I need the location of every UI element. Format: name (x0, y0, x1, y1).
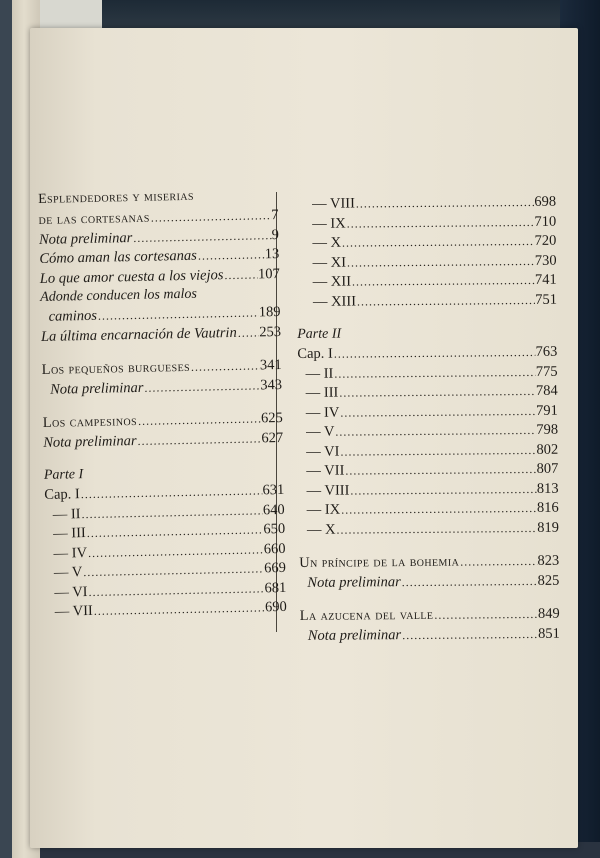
page-number: 698 (534, 193, 557, 210)
section-label: caminos (48, 307, 98, 325)
leader-dots (459, 553, 537, 571)
chapter-label: — VIII (306, 482, 350, 499)
toc-chapter-row (299, 519, 559, 541)
chapter-label: Cap. I (297, 345, 333, 362)
page-number: 730 (534, 252, 557, 269)
page-number: 631 (262, 481, 285, 499)
section-label: Lo que amor cuesta a los viejos (39, 266, 224, 287)
chapter-label: — V (305, 423, 335, 440)
work-title: Un príncipe de la bohemia (299, 553, 460, 571)
page-number: 343 (260, 376, 283, 393)
leader-dots (143, 377, 260, 396)
page-number: 9 (271, 226, 280, 243)
page-number: 802 (536, 441, 559, 458)
toc-chapter-row (312, 233, 556, 255)
chapter-label: — III (305, 384, 339, 401)
toc-chapter-row (298, 402, 558, 424)
toc-chapter-row (313, 252, 557, 274)
esplendores-title-line1: Esplendedores y miserias (38, 188, 195, 207)
toc-chapter-row (298, 383, 558, 405)
toc-entry-azucena-nota (300, 625, 560, 647)
page-number: 798 (536, 421, 559, 438)
leader-dots (80, 502, 263, 523)
chapter-label: — V (53, 564, 83, 581)
leader-dots (97, 304, 259, 324)
leader-dots (351, 272, 535, 291)
page-number: 791 (536, 402, 558, 419)
toc-chapter-row (298, 441, 558, 463)
leader-dots (93, 599, 266, 620)
leader-dots (136, 430, 261, 450)
adonde-line1: Adonde conducen los malos (40, 286, 198, 305)
page-number: 253 (259, 323, 282, 340)
page-number: 660 (263, 540, 286, 557)
toc-chapter-row (299, 500, 559, 522)
chapter-label: — VII (306, 462, 345, 479)
leader-dots (341, 233, 535, 252)
toc-chapter-row (297, 344, 557, 366)
page-number: 816 (536, 499, 559, 516)
page-number: 341 (259, 356, 282, 374)
chapter-label: — IX (306, 501, 341, 518)
leader-dots (355, 194, 535, 213)
page-number: 669 (264, 559, 287, 577)
page-number: 775 (535, 363, 558, 380)
page-number: 741 (534, 271, 557, 288)
toc-entry-principe (299, 553, 559, 575)
chapter-label: — IV (53, 544, 88, 562)
page-number: 650 (263, 520, 286, 538)
page-number: 7 (271, 206, 279, 224)
chapter-label: — X (306, 521, 336, 538)
page-number: 763 (535, 343, 558, 360)
chapter-label: — VIII (311, 195, 355, 212)
nota-label: Nota preliminar (307, 573, 401, 591)
page-number: 825 (537, 572, 560, 589)
toc-chapter-row (298, 422, 558, 444)
chapter-label: — XII (312, 273, 352, 290)
leader-dots (349, 480, 537, 499)
leader-dots (433, 606, 538, 624)
leader-dots (132, 227, 272, 247)
nota-label: Nota preliminar (49, 379, 144, 398)
page-number: 823 (537, 552, 560, 569)
page-number: 681 (264, 579, 287, 596)
work-title: La azucena del valle (299, 606, 434, 624)
toc-chapter-row (297, 363, 557, 385)
leader-dots (334, 422, 536, 441)
book-spine (0, 0, 12, 858)
leader-dots (339, 402, 536, 421)
esplendores-title-line2: de las cortesanas (38, 209, 150, 228)
chapter-label: — II (305, 365, 334, 382)
page-number: 13 (264, 245, 280, 263)
work-title: Los pequeños burgueses (41, 358, 191, 378)
page-number: 189 (258, 303, 281, 321)
leader-dots (82, 560, 264, 581)
toc-left-column (38, 187, 287, 623)
chapter-label: — VI (306, 443, 340, 460)
parte-1-heading: Parte I (43, 467, 84, 483)
page-number: 807 (536, 460, 559, 477)
page-number: 640 (262, 501, 285, 518)
leader-dots (87, 541, 264, 562)
page-number: 784 (535, 382, 558, 399)
leader-dots (340, 500, 537, 519)
chapter-label: Cap. I (44, 486, 80, 503)
toc-chapter-row (298, 461, 558, 483)
toc-chapter-row (312, 194, 556, 216)
toc-entry-azucena (300, 606, 560, 628)
toc-chapter-row (299, 480, 559, 502)
toc-chapter-row (312, 213, 556, 235)
toc-chapter-row (313, 272, 557, 294)
toc-right-column (296, 194, 560, 647)
leader-dots (333, 363, 536, 382)
page-number: 625 (260, 409, 283, 427)
leader-dots (137, 410, 261, 430)
page-number: 720 (534, 232, 557, 249)
chapter-label: — VI (54, 583, 88, 601)
chapter-label: — X (312, 234, 342, 251)
leader-dots (86, 521, 264, 542)
page-number: 710 (534, 213, 557, 230)
page-number: 751 (535, 291, 557, 308)
section-label: La última encarnación de Vautrin (40, 324, 237, 345)
chapter-label: — IV (305, 404, 340, 421)
leader-dots (197, 246, 265, 264)
page-number: 849 (537, 605, 560, 622)
parte-1-continued-list (296, 194, 557, 313)
toc-chapter-row (313, 291, 557, 313)
leader-dots (335, 519, 537, 538)
chapter-label: — II (52, 505, 81, 523)
page-number: 813 (536, 480, 559, 497)
leader-dots (339, 441, 536, 460)
leader-dots (223, 266, 258, 284)
nota-label: Nota preliminar (43, 432, 137, 451)
page-number: 690 (264, 598, 287, 616)
parte-2-heading: Parte II (297, 326, 342, 342)
nota-label: Nota preliminar (307, 626, 402, 644)
chapter-label: — XIII (312, 292, 357, 310)
page-number: 851 (538, 625, 560, 642)
page-number: 627 (261, 429, 284, 446)
leader-dots (344, 461, 536, 480)
leader-dots (346, 213, 535, 232)
chapter-label: — XI (312, 254, 347, 271)
leader-dots (338, 383, 536, 402)
work-title: Los campesinos (42, 412, 138, 431)
leader-dots (346, 252, 535, 271)
section-label: Cómo aman las cortesanas (39, 247, 198, 267)
chapter-label: — VII (54, 602, 93, 620)
page-number: 819 (537, 519, 559, 536)
parte-1-chapter-list (44, 482, 287, 623)
leader-dots (87, 580, 264, 601)
chapter-label: — IX (312, 215, 346, 232)
chapter-label: — III (52, 525, 86, 542)
parte-2-chapter-list (297, 344, 559, 541)
nota-label: Nota preliminar (38, 229, 133, 248)
page-number: 107 (257, 265, 280, 282)
leader-dots (150, 207, 272, 227)
leader-dots (401, 625, 538, 643)
leader-dots (190, 357, 260, 375)
leader-dots (333, 344, 536, 363)
leader-dots (80, 482, 263, 503)
leader-dots (237, 324, 260, 341)
toc-entry-principe-nota (299, 572, 559, 594)
leader-dots (401, 572, 538, 590)
leader-dots (356, 291, 535, 310)
